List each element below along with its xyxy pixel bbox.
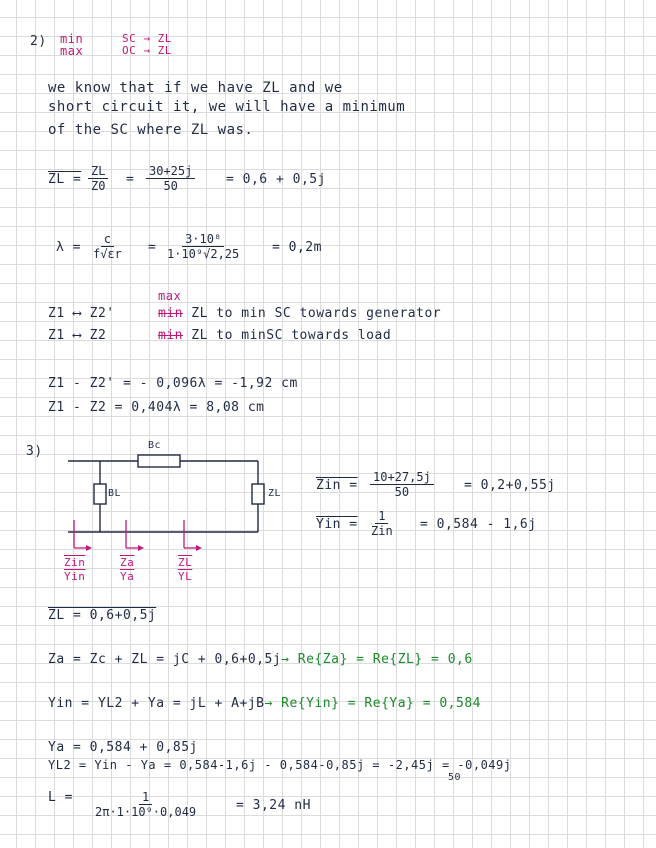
question-3-number: 3) xyxy=(26,444,43,459)
max-rule: OC → ZL xyxy=(122,44,172,57)
zin-lhs: Zin = xyxy=(316,478,358,493)
yin-green: → Re{Yin} = Re{Ya} = 0,584 xyxy=(264,696,481,711)
min-rule: SC → ZL xyxy=(122,32,172,45)
lambda-result: = 0,2m xyxy=(272,240,322,255)
rule-1-rest: ZL to min SC towards generator xyxy=(182,306,442,321)
zin-den: 50 xyxy=(394,485,410,499)
zl-frac-1-num: ZL xyxy=(88,164,108,179)
yin-frac xyxy=(368,509,396,538)
probe-2-z: $\overline{Za}$ xyxy=(120,556,135,569)
za-green: → Re{Za} = Re{ZL} = 0,6 xyxy=(281,652,473,667)
ya-line: Ya = 0,584 + 0,85j xyxy=(48,740,198,755)
paragraph-line-2: short circuit it, we will have a minimum xyxy=(48,99,406,115)
min-label: min xyxy=(60,32,84,46)
zl-eq: = xyxy=(126,172,135,187)
paragraph-line-3: of the SC where ZL was. xyxy=(48,122,254,138)
result-1: Z1 - Z2' = - 0,096λ = -1,92 cm xyxy=(48,376,298,391)
yin-main: Yin = YL2 + Ya = jL + A+jB xyxy=(48,696,265,711)
zl-frac-1-den: Z0 xyxy=(91,179,106,193)
rule-1-left: Z1 ⟷ Z2' xyxy=(48,306,115,321)
yin-lhs: Yin = xyxy=(316,517,358,532)
max-label: max xyxy=(60,44,84,58)
l-den: 2π·1·10⁹·0,049 xyxy=(95,805,197,819)
result-2: Z1 - Z2 = 0,404λ = 8,08 cm xyxy=(48,400,265,415)
lambda-frac-1-num: c xyxy=(101,232,114,247)
bl-label: BL xyxy=(108,488,122,499)
probe-2-y: $\overline{Ya}$ xyxy=(120,570,135,583)
rule-1-strike: min xyxy=(158,306,183,321)
za-main: Za = Zc + ZL = jC + 0,6+0,5j xyxy=(48,652,282,667)
yin-line xyxy=(48,696,481,711)
bc-label: Bc xyxy=(148,440,162,451)
lambda-eq: = xyxy=(148,240,157,255)
yin-result: = 0,584 - 1,6j xyxy=(420,517,537,532)
l-frac xyxy=(92,790,199,819)
max-annotation: max xyxy=(158,289,182,303)
rule-2-strike: min xyxy=(158,328,183,343)
rule-2-left: Z1 ⟷ Z2 xyxy=(48,328,107,343)
zl-result: = 0,6 + 0,5j xyxy=(226,172,326,187)
lambda-frac-1-den: f√εr xyxy=(93,247,122,261)
rule-2-rest: ZL to minSC towards load xyxy=(182,328,392,343)
zin-num: 10+27,5j xyxy=(370,470,434,485)
za-line xyxy=(48,652,473,667)
probe-1-z: $\overline{Zin}$ xyxy=(64,556,86,569)
lambda-frac-2-num: 3·10⁸ xyxy=(182,232,224,247)
zl-frac-2-num: 30+25j xyxy=(146,164,195,179)
zl-circuit-label: ZL xyxy=(268,488,282,499)
l-result: = 3,24 nH xyxy=(236,798,311,813)
probe-1-y: $\overline{Yin}$ xyxy=(64,570,86,583)
zl-lhs: ZL = xyxy=(48,172,82,187)
yin-num: 1 xyxy=(375,509,388,524)
l-lhs: L = xyxy=(48,790,73,805)
paragraph-line-1: we know that if we have ZL and we xyxy=(48,80,343,96)
probe-3-y: $\overline{YL}$ xyxy=(178,570,193,583)
l-num: 1 xyxy=(139,790,152,805)
yl2-line: YL2 = Yin - Ya = 0,584-1,6j - 0,584-0,85j = -2,45j = -0,049j xyxy=(48,758,512,772)
yin-den: Zin xyxy=(371,524,393,538)
lambda-lhs: λ = xyxy=(56,240,81,255)
probe-3-z: $\overline{ZL}$ xyxy=(178,556,193,569)
zin-result: = 0,2+0,55j xyxy=(464,478,556,493)
zin-frac xyxy=(370,470,434,499)
yl2-under: 50 xyxy=(448,772,462,783)
lambda-frac-2-den: 1·10⁹√2,25 xyxy=(167,247,240,261)
question-2-number: 2) xyxy=(30,34,47,49)
zl-frac-2-den: 50 xyxy=(163,179,178,193)
zl-line: ZL = 0,6+0,5j xyxy=(48,608,157,623)
